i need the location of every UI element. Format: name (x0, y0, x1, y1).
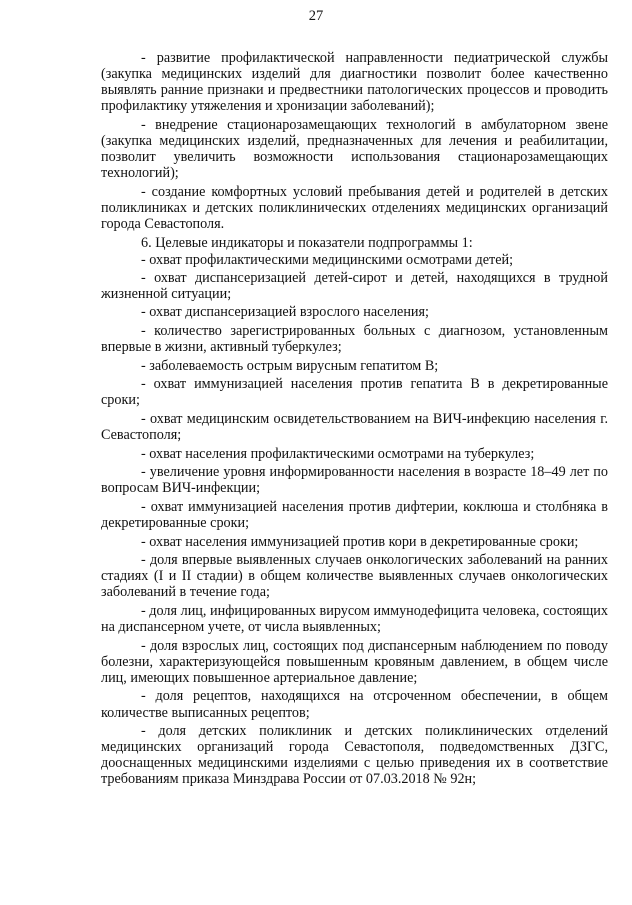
paragraph-comfortable-conditions: - создание комфортных условий пребывания детей и родителей в детских поликлиниках и детских поликлинических отделениях медицинских организаций города Севастополя. (101, 183, 608, 232)
indicator-item: - доля взрослых лиц, состоящих под диспансерным наблюдением по поводу болезни, характеризующейся повышенным кровяным давлением, в общем числе лиц, имеющих повышенное артериальное давление; (101, 637, 608, 686)
indicator-item: - количество зарегистрированных больных с диагнозом, установленным впервые в жизни, активный туберкулез; (101, 323, 608, 356)
indicator-item: - охват профилактическими медицинскими осмотрами детей; (141, 252, 514, 269)
page-number: 27 (308, 8, 324, 24)
indicator-item: - заболеваемость острым вирусным гепатитом В; (141, 357, 439, 374)
indicator-item: - охват диспансеризацией детей-сирот и детей, находящихся в трудной жизненной ситуации; (101, 269, 608, 302)
document-body (101, 50, 608, 790)
indicator-item: - доля лиц, инфицированных вирусом иммунодефицита человека, состоящих на диспансерном учете, от числа выявленных; (101, 603, 608, 636)
indicator-item: - доля рецептов, находящихся на отсроченном обеспечении, в общем количестве выписанных рецептов; (101, 688, 608, 721)
paragraph-hospital-replacing-tech: - внедрение стационарозамещающих технологий в амбулаторном звене (закупка медицинских изделий, предназначенных для лечения и реабилитации, позволит увеличить возможности использования стационарозамещающих технологий); (101, 116, 608, 182)
indicator-item: - доля впервые выявленных случаев онкологических заболеваний на ранних стадиях (I и II стадии) в общем количестве выявленных случаев онкологических заболеваний в течение года; (101, 552, 608, 601)
indicator-item: - увеличение уровня информированности населения в возрасте 18–49 лет по вопросам ВИЧ-инфекции; (101, 464, 608, 497)
section-heading-target-indicators: 6. Целевые индикаторы и показатели подпрограммы 1: (141, 234, 473, 251)
indicator-item: - охват населения профилактическими осмотрами на туберкулез; (141, 445, 535, 462)
indicator-item: - охват населения иммунизацией против кори в декретированные сроки; (141, 533, 579, 550)
indicator-item: - охват диспансеризацией взрослого населения; (141, 304, 429, 321)
indicator-item: - доля детских поликлиник и детских поликлинических отделений медицинских организаций города Севастополя, подведомственных ДЗГС, дооснащенных медицинскими изделиями с целью приведения их в соответствие требованиям приказа Минздрава России от 07.03.2018 № 92н; (101, 723, 608, 788)
indicator-item: - охват иммунизацией населения против гепатита В в декретированные сроки; (101, 376, 608, 409)
indicator-item: - охват медицинским освидетельствованием на ВИЧ-инфекцию населения г. Севастополя; (101, 410, 608, 444)
paragraph-pediatric-prevention: - развитие профилактической направленности педиатрической службы (закупка медицинских изделий для диагностики позволит более качественно выявлять ранние признаки и предвестники патологических процессов и проводить профилактику утяжеления и хронизации заболеваний); (101, 50, 608, 115)
indicator-item: - охват иммунизацией населения против дифтерии, коклюша и столбняка в декретированные сроки; (101, 498, 608, 532)
